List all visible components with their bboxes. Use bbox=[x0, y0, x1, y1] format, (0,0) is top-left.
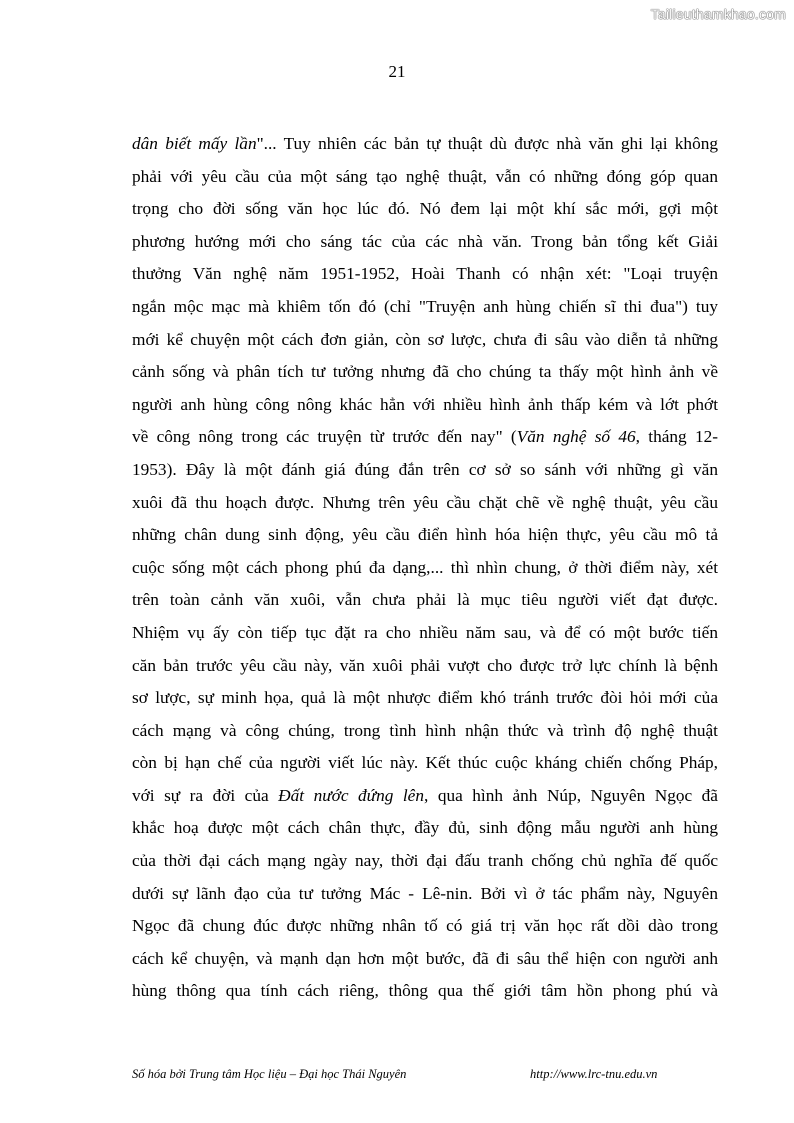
text-segment: trọng cho đời sống văn học lúc đó. Nó đem lại một khí sắc mới, gợi một bbox=[132, 199, 718, 219]
italic-title-text: Đất nước đứng lên bbox=[278, 785, 424, 805]
text-segment: trên toàn cảnh văn xuôi, vẫn chưa phải là mục tiêu người viết đạt được. bbox=[132, 590, 718, 610]
text-segment: với sự ra đời của bbox=[132, 785, 279, 805]
text-segment: sơ lược, sự minh họa, quả là một nhược điểm khó tránh trước đòi hỏi mới của bbox=[132, 688, 718, 708]
text-segment: cảnh sống và phân tích tư tưởng nhưng đã cho chúng ta thấy một hình ảnh về bbox=[132, 362, 718, 382]
text-segment: ngắn mộc mạc mà khiêm tốn đó (chỉ "Truyện anh hùng chiến sĩ thi đua") tuy bbox=[132, 296, 718, 316]
text-line bbox=[132, 812, 718, 845]
text-line bbox=[132, 519, 718, 552]
text-segment: phương hướng mới cho sáng tác của các nhà văn. Trong bản tổng kết Giải bbox=[132, 231, 718, 251]
text-line bbox=[132, 780, 718, 813]
text-line bbox=[132, 389, 718, 422]
text-line bbox=[132, 193, 718, 226]
text-segment: cuộc sống một cách phong phú đa dạng,... thì nhìn chung, ở thời điểm này, xét bbox=[132, 557, 718, 577]
text-segment: , qua hình ảnh Núp, Nguyên Ngọc đã bbox=[424, 785, 718, 805]
text-segment: khắc hoạ được một cách chân thực, đầy đủ, sinh động mẫu người anh hùng bbox=[132, 818, 718, 838]
text-line bbox=[132, 356, 718, 389]
text-segment: mới kể chuyện một cách đơn giản, còn sơ lược, chưa đi sâu vào diễn tả những bbox=[132, 329, 718, 349]
text-segment: 1953). Đây là một đánh giá đúng đắn trên cơ sở so sánh với những gì văn bbox=[132, 459, 718, 479]
text-line bbox=[132, 943, 718, 976]
italic-title-text: Văn nghệ số 46 bbox=[516, 427, 636, 447]
text-line bbox=[132, 226, 718, 259]
text-line bbox=[132, 617, 718, 650]
text-line bbox=[132, 650, 718, 683]
text-segment: Nhiệm vụ ấy còn tiếp tục đặt ra cho nhiều năm sau, và để có một bước tiến bbox=[132, 622, 718, 642]
text-segment: xuôi đã thu hoạch được. Nhưng trên yêu cầu chặt chẽ về nghệ thuật, yêu cầu bbox=[132, 492, 718, 512]
text-segment: hùng thông qua tính cách riêng, thông qua thế giới tâm hồn phong phú và bbox=[132, 981, 718, 1001]
text-segment: cách mạng và công chúng, trong tình hình nhận thức và trình độ nghệ thuật bbox=[132, 720, 718, 740]
text-line bbox=[132, 878, 718, 911]
text-segment: căn bản trước yêu cầu này, văn xuôi phải vượt cho được trở lực chính là bệnh bbox=[132, 655, 718, 675]
text-line bbox=[132, 715, 718, 748]
text-segment: về công nông trong các truyện từ trước đến nay" ( bbox=[132, 427, 517, 447]
text-line bbox=[132, 747, 718, 780]
text-segment: dưới sự lãnh đạo của tư tưởng Mác - Lê-nin. Bởi vì ở tác phẩm này, Nguyên bbox=[132, 883, 718, 903]
text-line bbox=[132, 682, 718, 715]
text-line bbox=[132, 258, 718, 291]
text-line bbox=[132, 324, 718, 357]
text-segment: cách kể chuyện, và mạnh dạn hơn một bước, đã đi sâu thể hiện con người anh bbox=[132, 948, 718, 968]
text-segment: "... Tuy nhiên các bản tự thuật dù được nhà văn ghi lại không bbox=[256, 134, 718, 153]
text-line bbox=[132, 910, 718, 943]
text-line bbox=[132, 291, 718, 324]
text-line bbox=[132, 454, 718, 487]
text-line bbox=[132, 161, 718, 194]
text-line bbox=[132, 552, 718, 585]
text-segment: , tháng 12- bbox=[635, 427, 718, 447]
text-line bbox=[132, 584, 718, 617]
body-paragraph bbox=[132, 128, 718, 1008]
page-number: 21 bbox=[388, 62, 406, 81]
footer-url-link[interactable]: http://www.lrc-tnu.edu.vn bbox=[530, 1067, 658, 1081]
text-segment: phải với yêu cầu của một sáng tạo nghệ thuật, vẫn có những đóng góp quan bbox=[132, 166, 718, 186]
watermark-text: Tailieuthamkhao.com bbox=[650, 6, 786, 22]
text-segment: Ngọc đã chung đúc được những nhân tố có giá trị văn học rất dồi dào trong bbox=[132, 916, 718, 936]
text-segment: thưởng Văn nghệ năm 1951-1952, Hoài Thanh có nhận xét: "Loại truyện bbox=[132, 264, 718, 284]
text-line bbox=[132, 975, 718, 1008]
text-line bbox=[132, 421, 718, 454]
italic-title-text: dân biết mấy lần bbox=[132, 134, 257, 153]
text-segment: những chân dung sinh động, yêu cầu điển hình hóa hiện thực, yêu cầu mô tả bbox=[132, 525, 718, 545]
text-segment: của thời đại cách mạng ngày nay, thời đại đấu tranh chống chủ nghĩa đế quốc bbox=[132, 851, 718, 871]
text-line bbox=[132, 487, 718, 520]
text-line bbox=[132, 845, 718, 878]
text-line bbox=[132, 128, 718, 161]
text-segment: người anh hùng công nông khác hẳn với nhiều hình ảnh thấp kém và lớt phớt bbox=[132, 394, 718, 414]
footer-source-credit: Số hóa bởi Trung tâm Học liệu – Đại học Thái Nguyên bbox=[132, 1067, 407, 1081]
text-segment: còn bị hạn chế của người viết lúc này. Kết thúc cuộc kháng chiến chống Pháp, bbox=[132, 753, 718, 773]
